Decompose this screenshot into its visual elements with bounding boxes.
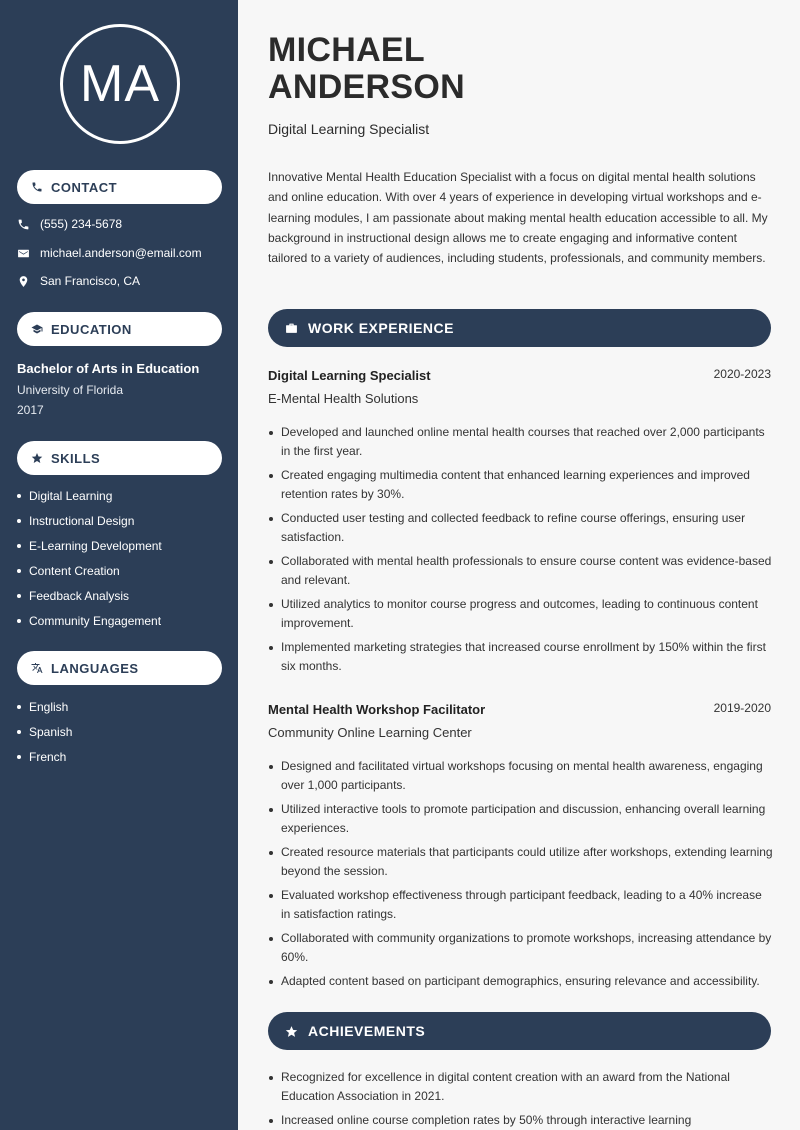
graduation-cap-icon [31, 323, 43, 335]
main-content [238, 0, 800, 1130]
list-item: Utilized interactive tools to promote participation and discussion, enhancing overall learning experiences. [268, 800, 773, 838]
achievements-heading [268, 1012, 771, 1050]
contact-heading [17, 170, 222, 204]
languages-heading-label: LANGUAGES [51, 660, 139, 676]
location-text: San Francisco, CA [40, 274, 141, 288]
full-name [268, 32, 465, 106]
education-heading [17, 312, 222, 346]
list-item: Designed and facilitated virtual workshops focusing on mental health awareness, engaging over 1,000 participants. [268, 757, 773, 795]
language-item: Spanish [17, 719, 72, 744]
phone-icon [17, 218, 30, 231]
list-item: Utilized analytics to monitor course progress and outcomes, leading to continuous content improvement. [268, 595, 773, 633]
star-icon [285, 1025, 298, 1038]
sidebar [0, 0, 238, 1130]
location-pin-icon [17, 275, 30, 288]
skill-item: Content Creation [17, 558, 162, 583]
list-item: Created resource materials that participants could utilize after workshops, extending learning beyond the session. [268, 843, 773, 881]
skills-heading [17, 441, 222, 475]
skills-heading-label: SKILLS [51, 450, 101, 466]
education-school: University of Florida [17, 383, 124, 397]
languages-list [17, 694, 72, 769]
phone-text: (555) 234-5678 [40, 217, 123, 231]
education-year: 2017 [17, 403, 44, 417]
list-item: Adapted content based on participant demographics, ensuring relevance and accessibility. [268, 972, 773, 991]
list-item: Evaluated workshop effectiveness through participant feedback, leading to a 40% increase in satisfaction ratings. [268, 886, 773, 924]
list-item: Created engaging multimedia content that enhanced learning experiences and improved retention rates by 30%. [268, 466, 773, 504]
list-item: Conducted user testing and collected feedback to refine course offerings, ensuring user satisfaction. [268, 509, 773, 547]
achievements-list [268, 1068, 773, 1130]
list-item: Increased online course completion rates by 50% through interactive learning [268, 1111, 773, 1130]
list-item: Developed and launched online mental health courses that reached over 2,000 participants in the first year. [268, 423, 773, 461]
skill-item: Feedback Analysis [17, 583, 162, 608]
skill-item: E-Learning Development [17, 533, 162, 558]
briefcase-icon [285, 322, 298, 335]
job-dates: 2020-2023 [713, 367, 771, 381]
email-text[interactable]: michael.anderson@email.com [40, 246, 202, 260]
list-item: Recognized for excellence in digital content creation with an award from the National Education Association in 2021. [268, 1068, 773, 1106]
last-name: ANDERSON [268, 68, 465, 106]
skill-item: Digital Learning [17, 483, 162, 508]
monogram-avatar: MA [60, 24, 180, 144]
language-item: English [17, 694, 72, 719]
job-bullets [268, 423, 773, 681]
achievements-heading-label: ACHIEVEMENTS [308, 1023, 426, 1039]
job-company: E-Mental Health Solutions [268, 391, 419, 406]
work-experience-heading-label: WORK EXPERIENCE [308, 320, 454, 336]
job-title: Digital Learning Specialist [268, 121, 430, 137]
star-icon [31, 452, 43, 464]
contact-email[interactable] [17, 246, 202, 260]
language-item: French [17, 744, 72, 769]
skills-list [17, 483, 162, 633]
skill-item: Instructional Design [17, 508, 162, 533]
translate-icon [31, 662, 43, 674]
job-dates: 2019-2020 [713, 701, 771, 715]
first-name: MICHAEL [268, 31, 425, 69]
job-bullets [268, 757, 773, 996]
education-heading-label: EDUCATION [51, 321, 132, 337]
phone-icon [31, 181, 43, 193]
envelope-icon [17, 247, 30, 260]
list-item: Implemented marketing strategies that increased course enrollment by 150% within the first six months. [268, 638, 773, 676]
skill-item: Community Engagement [17, 608, 162, 633]
contact-location [17, 274, 140, 288]
job-role: Mental Health Workshop Facilitator [268, 702, 486, 717]
list-item: Collaborated with community organizations to promote workshops, increasing attendance by 60%. [268, 929, 773, 967]
languages-heading [17, 651, 222, 685]
profile-summary: Innovative Mental Health Education Specialist with a focus on digital mental health solutions and online education. With over 4 years of experience in developing virtual workshops and e-learning modules, I am passionate about making mental health education accessible to all. My background in instructional design allows me to create engaging and informative content tailored to a variety of audiences, including students, professionals, and community members. [268, 170, 768, 266]
contact-phone [17, 217, 122, 231]
job-role: Digital Learning Specialist [268, 368, 431, 383]
education-degree: Bachelor of Arts in Education [17, 361, 200, 376]
job-company: Community Online Learning Center [268, 725, 472, 740]
list-item: Collaborated with mental health professionals to ensure course content was evidence-based and relevant. [268, 552, 773, 590]
contact-heading-label: CONTACT [51, 179, 118, 195]
work-experience-heading [268, 309, 771, 347]
